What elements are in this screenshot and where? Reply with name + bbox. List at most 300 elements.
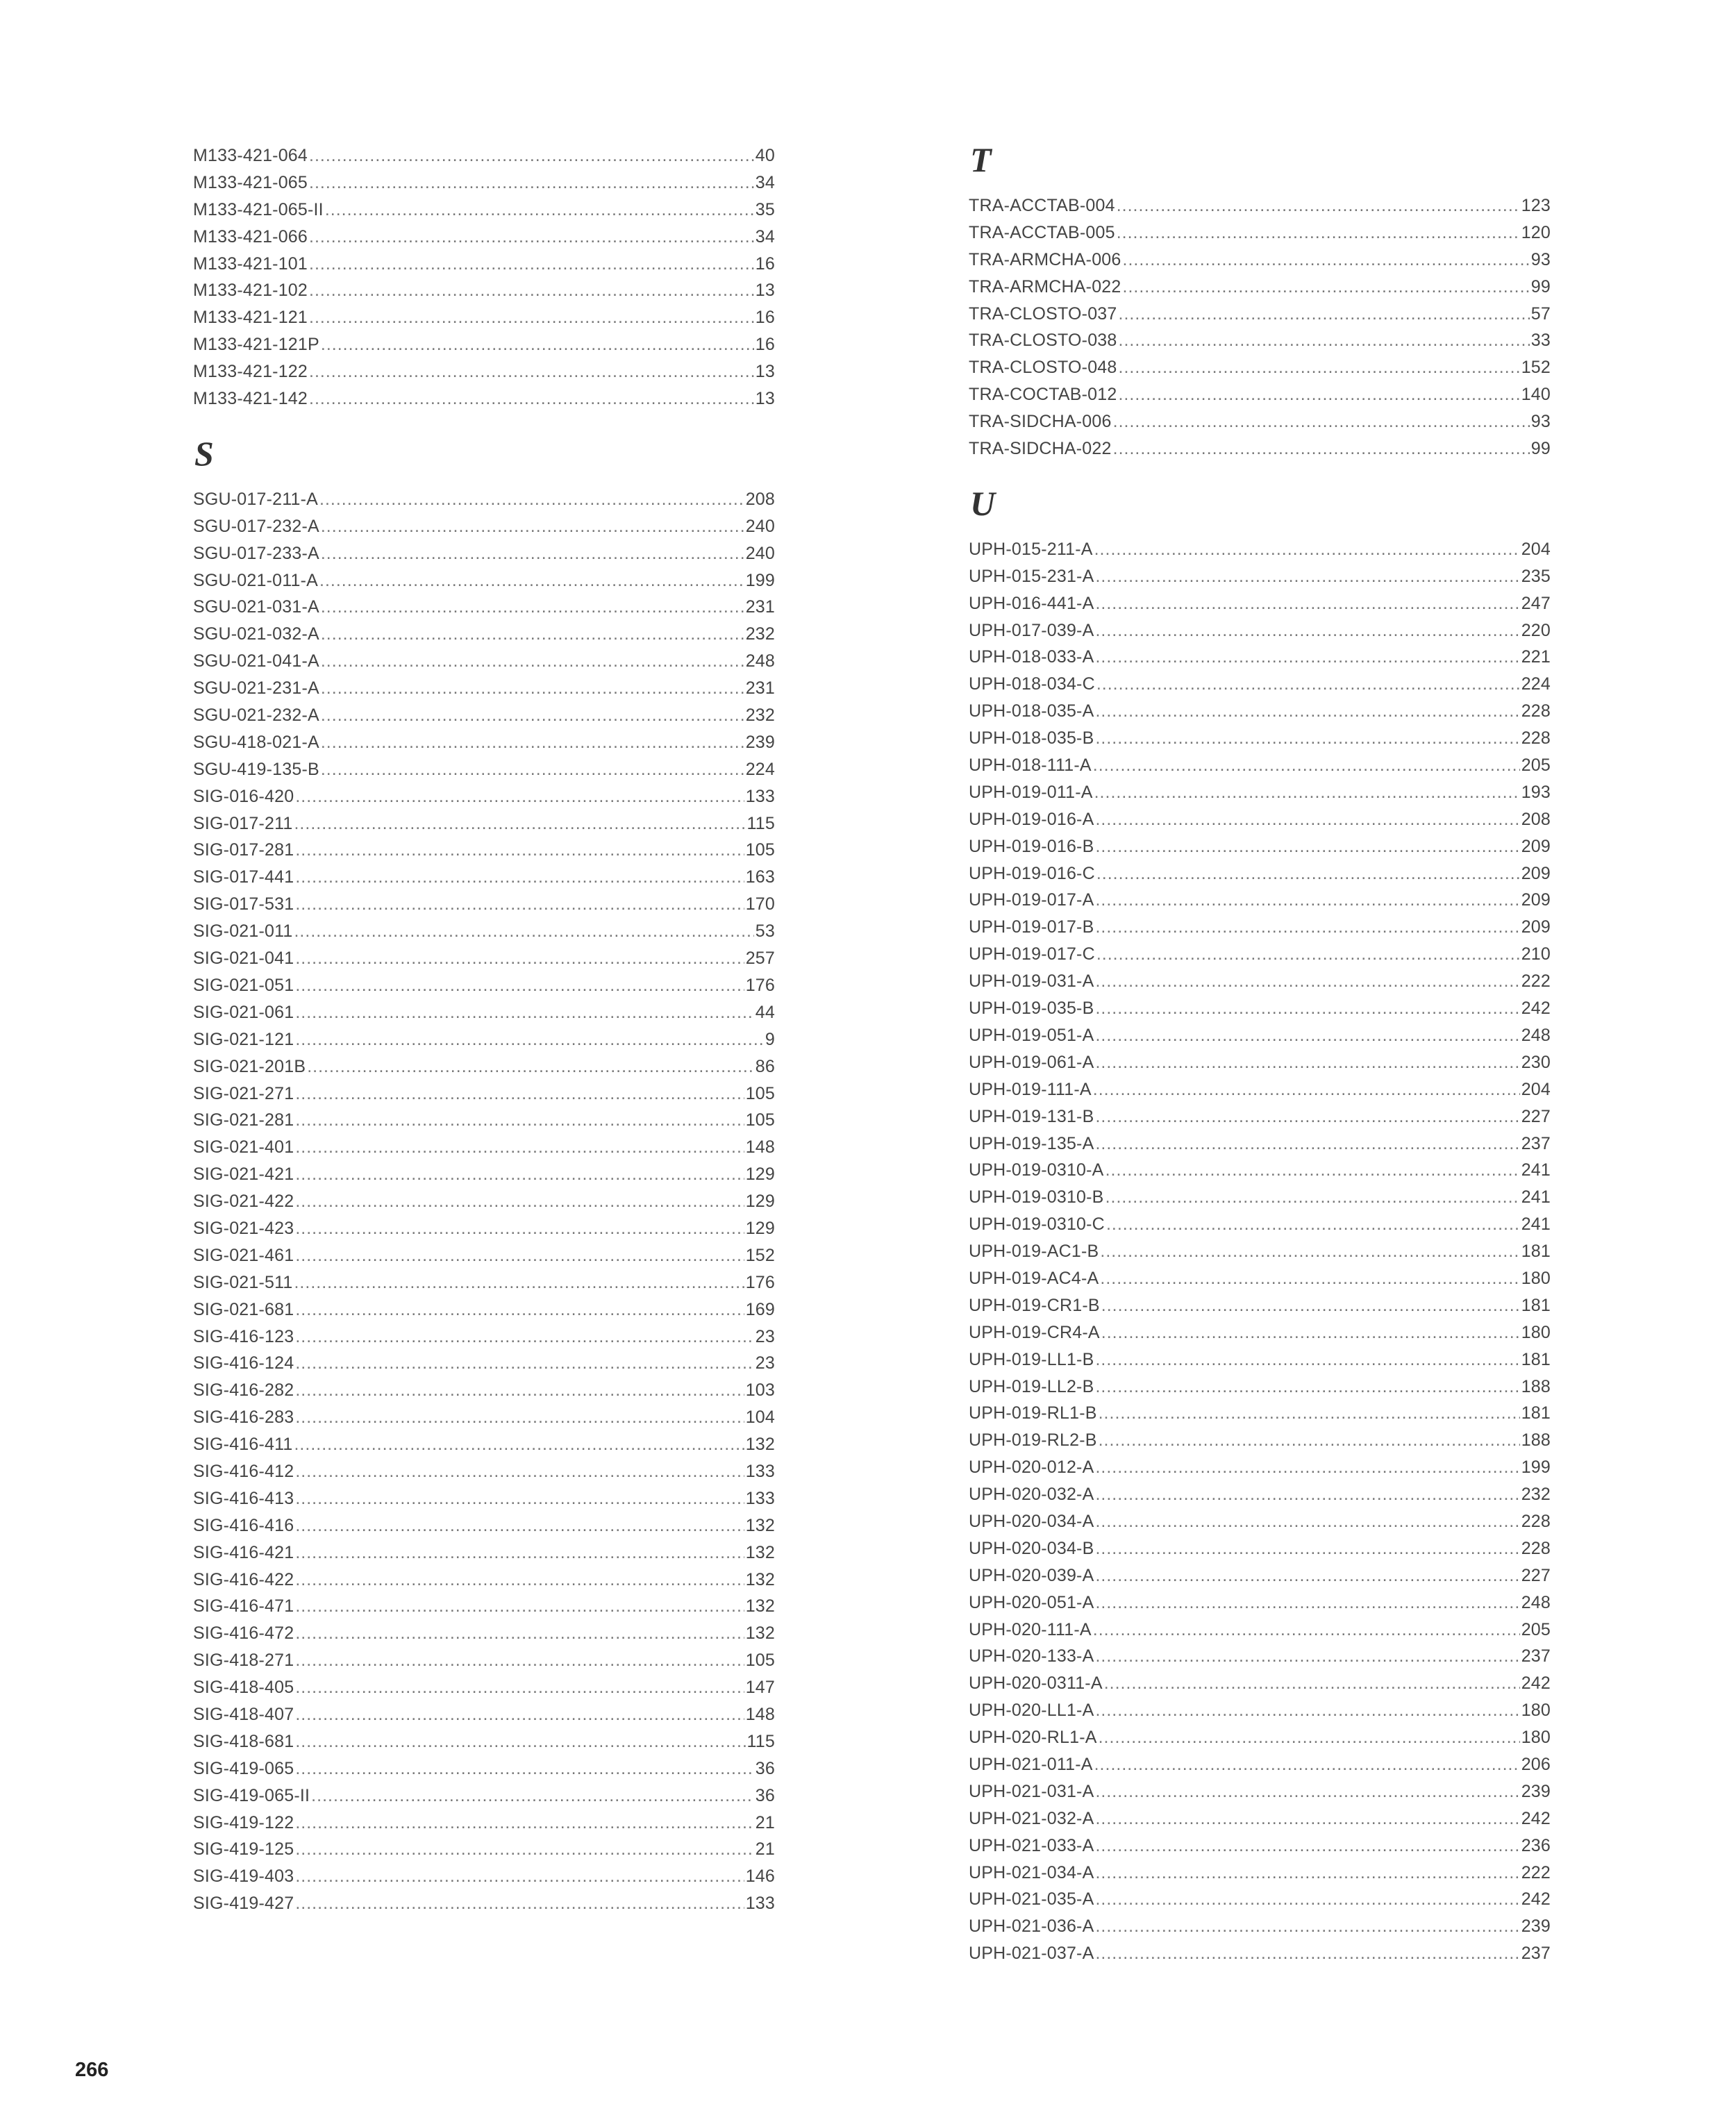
- dot-leader: [1094, 536, 1520, 563]
- index-entry: [193, 1161, 775, 1188]
- entry-code: SIG-416-123: [193, 1326, 294, 1346]
- dot-leader: [1096, 671, 1520, 698]
- dot-leader: [311, 1782, 754, 1810]
- dot-leader: [1096, 941, 1520, 968]
- entry-page: 34: [755, 226, 775, 247]
- entry-code: UPH-021-037-A: [969, 1944, 1094, 1964]
- dot-leader: [1123, 247, 1530, 274]
- index-entry: [193, 1215, 775, 1242]
- index-entry: [193, 675, 775, 702]
- entry-page: 210: [1521, 944, 1551, 964]
- index-entry: [193, 1296, 775, 1323]
- index-entry: [193, 1890, 775, 1917]
- entry-page: 188: [1521, 1430, 1551, 1451]
- index-entry: [969, 536, 1551, 563]
- entry-page: 105: [745, 1083, 775, 1103]
- section-letter-spacer: [969, 177, 1551, 192]
- dot-leader: [1113, 435, 1530, 462]
- dot-leader: [321, 331, 754, 358]
- entry-page: 176: [745, 1272, 775, 1292]
- entry-page: 180: [1521, 1268, 1551, 1288]
- dot-leader: [1095, 1913, 1519, 1940]
- entry-page: 204: [1521, 1079, 1551, 1099]
- entry-page: 241: [1521, 1214, 1551, 1235]
- entry-page: 180: [1521, 1322, 1551, 1342]
- index-entry: [193, 756, 775, 783]
- dot-leader: [1099, 1400, 1520, 1427]
- dot-leader: [1094, 779, 1520, 806]
- dot-leader: [1095, 1697, 1519, 1724]
- entry-code: SIG-021-041: [193, 949, 294, 969]
- index-entry: [969, 1589, 1551, 1616]
- entry-code: UPH-018-035-B: [969, 728, 1094, 749]
- dot-leader: [1095, 1562, 1519, 1589]
- dot-leader: [309, 169, 754, 197]
- section-spacer: [969, 462, 1551, 486]
- entry-code: UPH-018-033-A: [969, 647, 1094, 667]
- entry-code: UPH-016-441-A: [969, 593, 1094, 613]
- dot-leader: [295, 1026, 764, 1053]
- index-entry: [969, 1076, 1551, 1103]
- entry-code: TRA-CLOSTO-038: [969, 331, 1117, 351]
- entry-code: UPH-019-RL2-B: [969, 1430, 1097, 1451]
- entry-page: 236: [1521, 1835, 1551, 1855]
- entry-code: M133-421-122: [193, 362, 308, 382]
- index-entry: [193, 1836, 775, 1863]
- index-entry: [193, 1567, 775, 1594]
- entry-code: TRA-SIDCHA-006: [969, 412, 1112, 432]
- entry-code: UPH-018-111-A: [969, 755, 1092, 776]
- index-entry: [969, 617, 1551, 644]
- dot-leader: [1095, 1832, 1519, 1860]
- index-entry: [969, 1562, 1551, 1589]
- index-entry: [969, 1940, 1551, 1967]
- dot-leader: [1095, 1589, 1519, 1616]
- entry-page: 181: [1521, 1403, 1551, 1423]
- index-entry: [969, 1751, 1551, 1778]
- entry-code: UPH-020-111-A: [969, 1619, 1092, 1639]
- dot-leader: [295, 1647, 744, 1674]
- dot-leader: [1104, 1670, 1520, 1697]
- dot-leader: [1117, 192, 1520, 219]
- entry-page: 93: [1530, 412, 1551, 432]
- dot-leader: [1117, 219, 1520, 247]
- entry-code: SIG-021-051: [193, 975, 294, 995]
- entry-page: 188: [1521, 1376, 1551, 1396]
- entry-code: SIG-416-412: [193, 1461, 294, 1481]
- entry-code: SIG-021-401: [193, 1137, 294, 1158]
- dot-leader: [1095, 1860, 1519, 1887]
- entry-code: SIG-416-471: [193, 1596, 294, 1616]
- dot-leader: [309, 358, 754, 385]
- dot-leader: [294, 1269, 744, 1296]
- entry-code: SGU-021-232-A: [193, 705, 319, 726]
- dot-leader: [295, 1701, 744, 1728]
- dot-leader: [295, 1134, 744, 1161]
- entry-page: 140: [1521, 385, 1551, 405]
- dot-leader: [295, 972, 744, 999]
- index-entry: [969, 806, 1551, 833]
- index-entry: [193, 1188, 775, 1215]
- dot-leader: [295, 1080, 744, 1108]
- dot-leader: [1095, 995, 1519, 1022]
- entry-code: M133-421-142: [193, 389, 308, 409]
- entry-page: 176: [745, 975, 775, 995]
- entry-page: 129: [745, 1218, 775, 1238]
- index-entry: [193, 567, 775, 594]
- index-entry: [969, 995, 1551, 1022]
- entry-code: SIG-021-281: [193, 1110, 294, 1130]
- dot-leader: [1093, 1076, 1520, 1103]
- entry-page: 240: [745, 543, 775, 563]
- entry-code: UPH-021-033-A: [969, 1835, 1094, 1855]
- dot-leader: [295, 1350, 753, 1377]
- entry-code: UPH-021-036-A: [969, 1916, 1094, 1937]
- entry-code: TRA-COCTAB-012: [969, 385, 1117, 405]
- entry-code: UPH-020-032-A: [969, 1485, 1094, 1505]
- dot-leader: [321, 594, 744, 621]
- index-entry: [193, 1458, 775, 1485]
- entry-code: TRA-CLOSTO-037: [969, 303, 1117, 324]
- index-entry: [193, 918, 775, 945]
- entry-page: 204: [1521, 539, 1551, 559]
- index-entry: [969, 1427, 1551, 1454]
- dot-leader: [1119, 354, 1520, 381]
- entry-page: 129: [745, 1192, 775, 1212]
- index-entry: [969, 1697, 1551, 1724]
- entry-code: UPH-020-034-A: [969, 1511, 1094, 1531]
- entry-code: SIG-017-441: [193, 867, 294, 887]
- dot-leader: [1095, 1373, 1519, 1401]
- index-entry: [193, 1755, 775, 1782]
- dot-leader: [1113, 408, 1530, 435]
- entry-code: UPH-019-135-A: [969, 1133, 1094, 1153]
- dot-leader: [1095, 1022, 1519, 1049]
- entry-code: SIG-419-065-II: [193, 1785, 310, 1805]
- entry-page: 132: [745, 1542, 775, 1562]
- dot-leader: [295, 1512, 744, 1539]
- entry-code: UPH-020-133-A: [969, 1646, 1094, 1666]
- dot-leader: [1095, 1940, 1519, 1967]
- entry-code: UPH-019-017-B: [969, 917, 1094, 937]
- dot-leader: [1095, 806, 1519, 833]
- index-entry: [193, 251, 775, 278]
- dot-leader: [319, 486, 744, 513]
- entry-page: 248: [1521, 1025, 1551, 1045]
- entry-code: M133-421-065: [193, 172, 308, 192]
- index-entry: [193, 1269, 775, 1296]
- dot-leader: [295, 1404, 744, 1431]
- dot-leader: [295, 1161, 744, 1188]
- index-entry: [969, 860, 1551, 887]
- entry-code: SGU-021-011-A: [193, 570, 318, 590]
- index-entry: [969, 1022, 1551, 1049]
- index-entry: [969, 644, 1551, 671]
- index-entry: [969, 1211, 1551, 1238]
- entry-page: 237: [1521, 1944, 1551, 1964]
- entry-page: 240: [745, 516, 775, 536]
- index-entry: [193, 999, 775, 1026]
- index-entry: [969, 1292, 1551, 1319]
- entry-code: UPH-017-039-A: [969, 620, 1094, 640]
- entry-page: 36: [755, 1758, 775, 1778]
- index-entry: [193, 513, 775, 540]
- dot-leader: [1095, 617, 1519, 644]
- dot-leader: [1095, 1481, 1519, 1508]
- dot-leader: [1106, 1211, 1520, 1238]
- index-section: [193, 412, 775, 1917]
- dot-leader: [1095, 563, 1519, 590]
- entry-code: SIG-416-283: [193, 1407, 294, 1428]
- dot-leader: [1095, 1778, 1519, 1805]
- dot-leader: [295, 1863, 744, 1890]
- index-entry: [193, 1701, 775, 1728]
- entry-page: 209: [1521, 863, 1551, 883]
- entry-page: 103: [745, 1380, 775, 1401]
- index-entry: [193, 169, 775, 197]
- index-entry: [969, 752, 1551, 779]
- dot-leader: [1095, 698, 1519, 725]
- entry-page: 227: [1521, 1106, 1551, 1126]
- index-entry: [193, 783, 775, 810]
- entry-page: 16: [755, 253, 775, 274]
- entry-code: SIG-416-124: [193, 1353, 294, 1373]
- entry-code: SIG-017-211: [193, 813, 293, 833]
- entry-page: 239: [1521, 1916, 1551, 1937]
- index-entry: [969, 1130, 1551, 1158]
- index-column-right: [969, 142, 1551, 1967]
- entry-code: SIG-416-282: [193, 1380, 294, 1401]
- index-entry: [193, 1647, 775, 1674]
- entry-code: SIG-416-421: [193, 1542, 294, 1562]
- dot-leader: [1101, 1292, 1520, 1319]
- dot-leader: [1095, 1346, 1519, 1373]
- dot-leader: [1119, 301, 1530, 328]
- index-entry: [969, 1400, 1551, 1427]
- dot-leader: [295, 1242, 744, 1269]
- entry-page: 133: [745, 1894, 775, 1914]
- section-letter-spacer: [193, 471, 775, 486]
- index-entry: [193, 1485, 775, 1512]
- entry-code: UPH-020-0311-A: [969, 1673, 1103, 1694]
- dot-leader: [309, 142, 754, 169]
- entry-page: 232: [1521, 1485, 1551, 1505]
- index-entry: [969, 968, 1551, 995]
- entry-code: UPH-019-LL2-B: [969, 1376, 1094, 1396]
- dot-leader: [1101, 1319, 1520, 1346]
- dot-leader: [309, 277, 754, 304]
- entry-page: 23: [755, 1326, 775, 1346]
- entry-code: SIG-416-416: [193, 1515, 294, 1535]
- index-entry: [969, 941, 1551, 968]
- entry-page: 231: [745, 597, 775, 617]
- entry-code: SGU-021-032-A: [193, 624, 319, 644]
- index-entry: [969, 1832, 1551, 1860]
- dot-leader: [1093, 1616, 1520, 1644]
- index-entry: [969, 274, 1551, 301]
- entry-code: M133-421-101: [193, 253, 308, 274]
- index-entry: [969, 1860, 1551, 1887]
- entry-code: SIG-418-407: [193, 1704, 294, 1724]
- index-entry: [193, 1863, 775, 1890]
- entry-page: 205: [1521, 755, 1551, 776]
- index-entry: [969, 887, 1551, 914]
- index-entry: [969, 1238, 1551, 1265]
- index-entry: [969, 1319, 1551, 1346]
- dot-leader: [1119, 327, 1530, 354]
- dot-leader: [321, 675, 744, 702]
- entry-code: SIG-419-427: [193, 1894, 294, 1914]
- dot-leader: [295, 945, 744, 972]
- index-entry: [969, 1508, 1551, 1535]
- dot-leader: [319, 567, 744, 594]
- entry-code: UPH-019-016-B: [969, 836, 1094, 856]
- entry-page: 34: [755, 172, 775, 192]
- entry-code: UPH-018-034-C: [969, 674, 1095, 694]
- entry-code: SIG-021-271: [193, 1083, 294, 1103]
- entry-code: SIG-419-122: [193, 1812, 294, 1832]
- index-entry: [969, 563, 1551, 590]
- entry-code: SGU-021-231-A: [193, 678, 319, 699]
- dot-leader: [321, 648, 744, 675]
- entry-page: 220: [1521, 620, 1551, 640]
- dot-leader: [1095, 644, 1519, 671]
- entry-code: UPH-021-032-A: [969, 1808, 1094, 1828]
- dot-leader: [325, 197, 754, 224]
- dot-leader: [295, 1485, 744, 1512]
- entry-code: UPH-019-AC4-A: [969, 1268, 1099, 1288]
- index-entry: [193, 972, 775, 999]
- entry-code: UPH-015-211-A: [969, 539, 1093, 559]
- entry-code: UPH-019-017-C: [969, 944, 1095, 964]
- entry-page: 180: [1521, 1701, 1551, 1721]
- entry-page: 242: [1521, 1673, 1551, 1694]
- entry-code: UPH-020-039-A: [969, 1565, 1094, 1585]
- entry-code: UPH-021-031-A: [969, 1781, 1094, 1801]
- entry-page: 115: [746, 1731, 775, 1751]
- dot-leader: [295, 1539, 744, 1567]
- entry-page: 248: [1521, 1592, 1551, 1612]
- entry-page: 132: [745, 1515, 775, 1535]
- index-entry: [193, 1728, 775, 1755]
- entry-page: 209: [1521, 890, 1551, 910]
- entry-page: 105: [745, 840, 775, 860]
- index-entry: [193, 385, 775, 412]
- index-entry: [969, 1778, 1551, 1805]
- entry-page: 120: [1521, 222, 1551, 242]
- entry-page: 132: [745, 1623, 775, 1644]
- dot-leader: [294, 1431, 744, 1458]
- entry-page: 13: [755, 281, 775, 301]
- entry-code: SIG-017-281: [193, 840, 294, 860]
- index-section: [193, 142, 775, 412]
- dot-leader: [295, 1107, 744, 1134]
- entry-code: SIG-021-121: [193, 1029, 294, 1049]
- entry-page: 132: [745, 1435, 775, 1455]
- entry-page: 105: [745, 1110, 775, 1130]
- entry-page: 105: [745, 1651, 775, 1671]
- entry-code: SGU-017-232-A: [193, 516, 319, 536]
- index-entry: [193, 1242, 775, 1269]
- index-entry: [969, 1049, 1551, 1076]
- entry-page: 57: [1530, 303, 1551, 324]
- entry-code: UPH-019-RL1-B: [969, 1403, 1097, 1423]
- entry-code: UPH-019-CR4-A: [969, 1322, 1100, 1342]
- index-column-left: [193, 142, 775, 1917]
- entry-page: 40: [755, 146, 775, 165]
- dot-leader: [294, 918, 753, 945]
- entry-code: UPH-019-0310-B: [969, 1187, 1104, 1208]
- entry-page: 239: [745, 732, 775, 752]
- entry-page: 133: [745, 786, 775, 806]
- entry-page: 99: [1530, 276, 1551, 296]
- entry-page: 163: [745, 867, 775, 887]
- entry-page: 235: [1521, 566, 1551, 586]
- entry-code: UPH-019-AC1-B: [969, 1242, 1099, 1262]
- index-entry: [193, 1404, 775, 1431]
- index-entry: [969, 1454, 1551, 1481]
- entry-page: 44: [755, 1002, 775, 1022]
- entry-code: SGU-021-041-A: [193, 651, 319, 671]
- dot-leader: [295, 1296, 744, 1323]
- entry-page: 209: [1521, 917, 1551, 937]
- index-entry: [193, 142, 775, 169]
- index-entry: [969, 833, 1551, 860]
- entry-page: 205: [1521, 1619, 1551, 1639]
- entry-page: 152: [745, 1245, 775, 1265]
- index-entry: [969, 1265, 1551, 1292]
- dot-leader: [1100, 1238, 1519, 1265]
- index-entry: [969, 1373, 1551, 1401]
- dot-leader: [1095, 1130, 1519, 1158]
- entry-code: SIG-021-461: [193, 1245, 294, 1265]
- entry-page: 239: [1521, 1781, 1551, 1801]
- index-entry: [193, 864, 775, 891]
- dot-leader: [321, 621, 744, 648]
- dot-leader: [1095, 968, 1519, 995]
- entry-code: UPH-020-RL1-A: [969, 1728, 1097, 1748]
- entry-page: 132: [745, 1596, 775, 1616]
- index-entry: [969, 1724, 1551, 1751]
- entry-code: SIG-416-411: [193, 1435, 293, 1455]
- index-entry: [969, 247, 1551, 274]
- index-entry: [193, 1512, 775, 1539]
- entry-code: TRA-ARMCHA-006: [969, 249, 1121, 269]
- entry-page: 199: [1521, 1457, 1551, 1478]
- index-entry: [193, 945, 775, 972]
- entry-code: UPH-019-061-A: [969, 1052, 1094, 1072]
- dot-leader: [1118, 381, 1519, 408]
- entry-code: UPH-019-0310-C: [969, 1214, 1105, 1235]
- index-entry: [193, 1107, 775, 1134]
- index-entry: [193, 1674, 775, 1701]
- index-entry: [969, 327, 1551, 354]
- dot-leader: [1093, 752, 1520, 779]
- entry-code: UPH-019-CR1-B: [969, 1295, 1100, 1315]
- index-entry: [969, 590, 1551, 617]
- dot-leader: [295, 1755, 753, 1782]
- entry-page: 129: [745, 1164, 775, 1185]
- entry-code: UPH-021-034-A: [969, 1862, 1094, 1882]
- entry-code: UPH-019-016-A: [969, 809, 1094, 829]
- entry-code: SIG-418-271: [193, 1651, 294, 1671]
- entry-page: 231: [745, 678, 775, 699]
- index-entry: [193, 1593, 775, 1620]
- entry-code: M133-421-066: [193, 226, 308, 247]
- dot-leader: [1095, 590, 1519, 617]
- index-entry: [969, 1535, 1551, 1562]
- section-letter: U: [970, 483, 996, 523]
